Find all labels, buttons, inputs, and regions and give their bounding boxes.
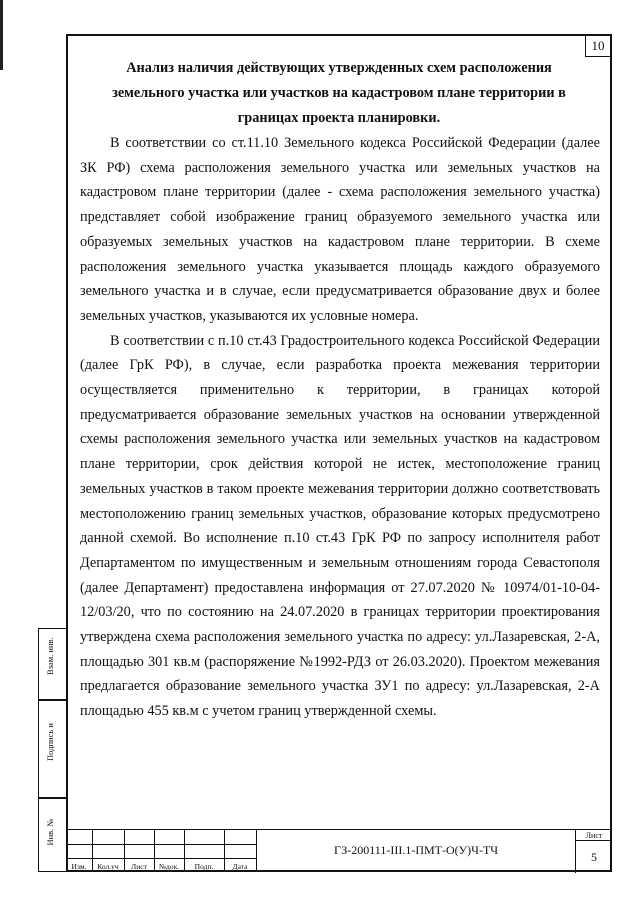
title-line: земельного участка или участков на кадастровом плане территории в: [112, 85, 566, 101]
document-body: [80, 131, 600, 724]
side-label-inv: Инв. №: [45, 818, 55, 846]
document-title: [88, 56, 590, 131]
title-line: Анализ наличия действующих утвержденных схем расположения: [126, 60, 552, 76]
stamp-label-kolich: Кол.уч: [97, 862, 119, 871]
document-code: ГЗ-200111-III.1-ПМТ-О(У)Ч-ТЧ: [334, 843, 499, 857]
title-block: [66, 829, 612, 872]
side-box-vzam: [38, 628, 66, 700]
corner-mark: [0, 0, 3, 70]
document-frame: [66, 34, 612, 872]
sheet-box: [575, 830, 612, 873]
side-box-podpis: [38, 700, 66, 798]
side-box-inv: [38, 798, 66, 872]
sheet-number: 5: [591, 850, 597, 864]
paragraph: В соответствии со ст.11.10 Земельного кодекса Российской Федерации (далее ЗК РФ) схема расположения земельного участка или земельных участков на кадастровом плане территории (далее - схема расположения земельного участка) представляет собой изображение границ образуемого земельного участка или образуемых земельных участков на кадастровом плане территории. В схеме расположения земельного участка указывается площадь каждого образуемого земельного участка и в случае, если предусматривается образование двух и более земельных участков, указываются их условные номера.: [80, 135, 600, 324]
stamp-label-podp: Подп.: [194, 862, 214, 871]
side-label-podpis: Подпись и: [45, 723, 55, 761]
title-line: границах проекта планировки.: [237, 110, 441, 126]
stamp-label-list: Лист: [131, 862, 147, 871]
stamp-label-ndok: №док.: [158, 862, 180, 871]
page-number: 10: [585, 36, 610, 57]
sheet-label: Лист: [576, 831, 612, 841]
side-label-vzam: Взам. инв.: [45, 637, 55, 675]
paragraph: В соответствии с п.10 ст.43 Градостроительного кодекса Российской Федерации (далее ГрК РФ), в случае, если разработка проекта межевания территории осуществляется применительно к территории, в границах которой предусматривается образование земельных участков на основании утвержденной схемы расположения земельного участка или земельных участков на кадастровом плане территории, срок действия которой не истек, местоположение границ земельных участков в таком проекте межевания территории должно соответствовать местоположению границ земельных участков, образование которых предусмотрено данной схемой. Во исполнение п.10 ст.43 ГрК РФ по запросу исполнителя работ Департаментом по имущественным и земельным отношениям города Севастополя (далее Департамент) предоставлена информация от 27.07.2020 № 10974/01-10-04-12/03/20, что по состоянию на 24.07.2020 в границах территории проектирования утверждена схема расположения земельного участка по адресу: ул.Лазаревская, 2-А, площадью 301 кв.м (распоряжение №1992-РДЗ от 26.03.2020). Проектом межевания предлагается образование земельного участка ЗУ1 по адресу: ул.Лазаревская, 2-А площадью 455 кв.м с учетом границ утвержденной схемы.: [80, 332, 600, 720]
stamp-label-data: Дата: [232, 862, 248, 871]
stamp-label-izm: Изм.: [71, 862, 87, 871]
